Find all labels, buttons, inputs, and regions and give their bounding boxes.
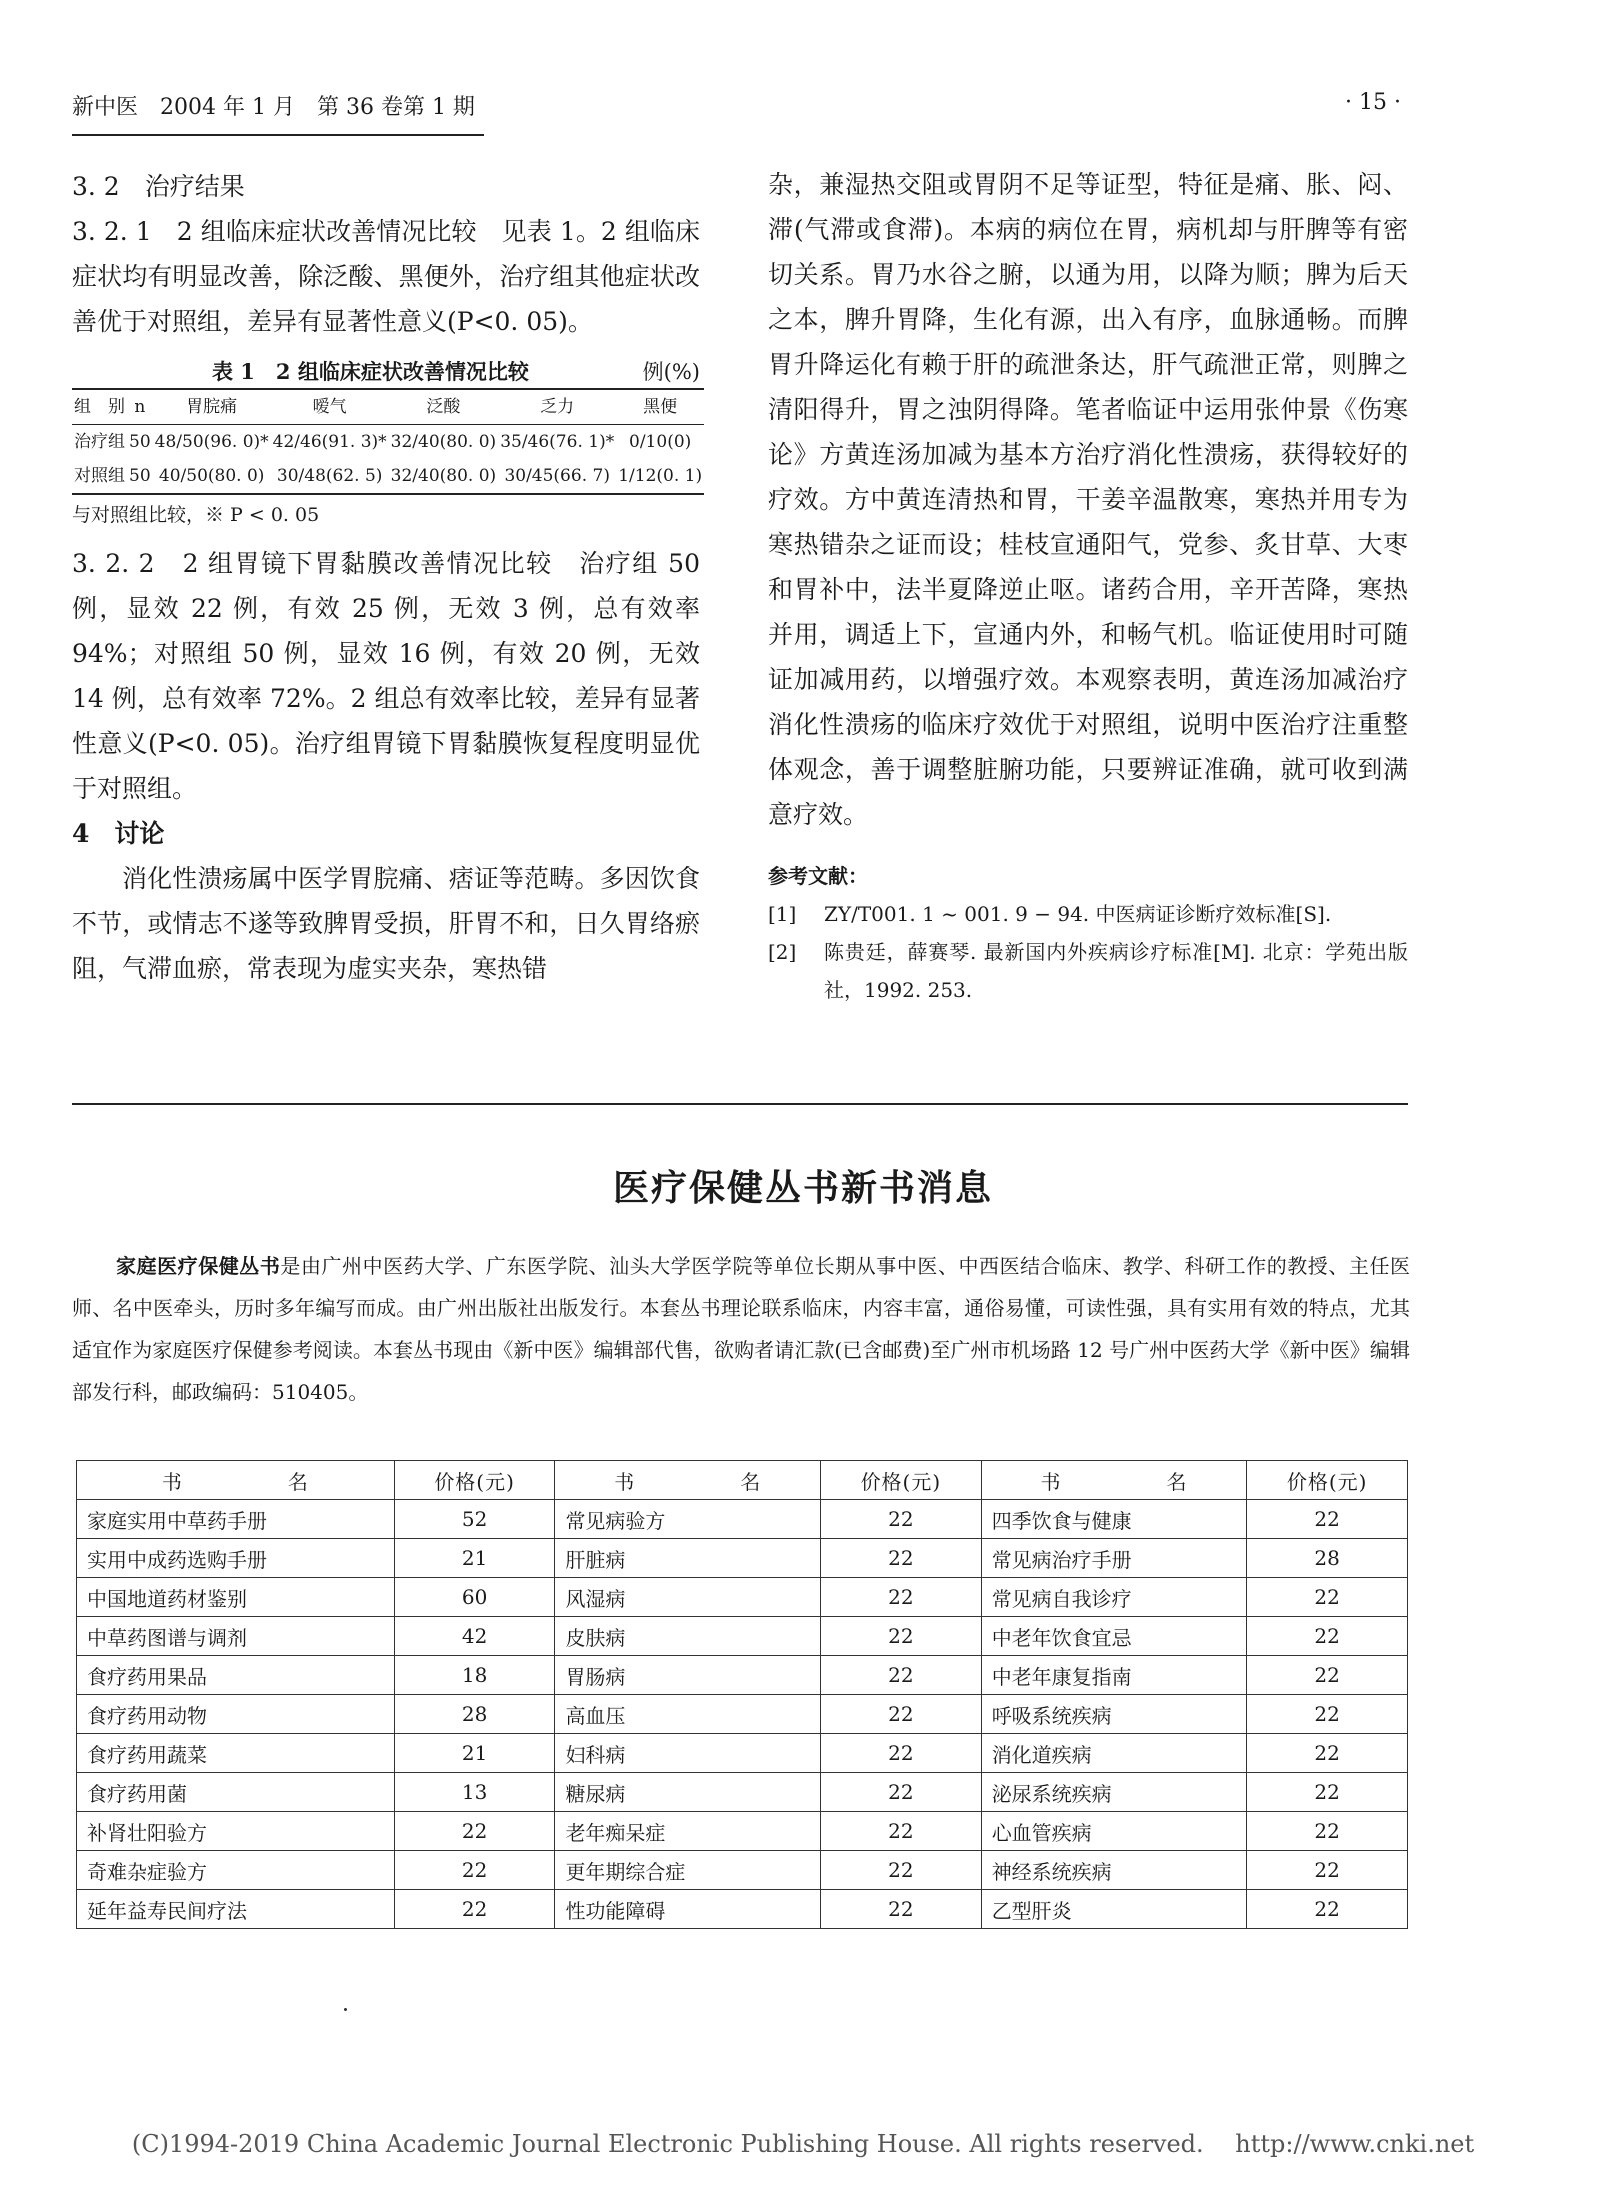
table-1-unit: 例(%)	[642, 360, 700, 384]
book-title-cell: 常见病验方	[555, 1500, 821, 1539]
book-title-header: 书 名	[981, 1461, 1247, 1500]
table-cell: 50	[129, 466, 151, 486]
book-price-cell: 21	[394, 1539, 555, 1578]
reference-number: [1]	[768, 902, 797, 926]
table-1-header-cell: 乏力	[540, 397, 575, 417]
book-title-cell: 皮肤病	[555, 1617, 821, 1656]
table-cell: 48/50(96. 0)*	[154, 432, 269, 452]
book-title-cell: 食疗药用动物	[77, 1695, 395, 1734]
book-title-cell: 食疗药用蔬菜	[77, 1734, 395, 1773]
book-price-cell: 22	[821, 1500, 982, 1539]
book-price-cell: 22	[821, 1734, 982, 1773]
book-title-cell: 中国地道药材鉴别	[77, 1578, 395, 1617]
notice-text: 是由广州中医药大学、广东医学院、汕头大学医学院等单位长期从事中医、中西医结合临床、教学、科研工作的教授、主任医师、名中医牵头，历时多年编写而成。由广州出版社出版发行。本套丛书理论联系临床，内容丰富，通俗易懂，可读性强，具有实用有效的特点，尤其适宜作为家庭医疗保健参考阅读。本套丛书现由《新中医》编辑部代售，欲购者请汇款(已含邮费)至广州市机场路 12 号广州中医药大学《新中医》编辑部发行科，邮政编码：510405。	[72, 1254, 1411, 1404]
table-1-header-cell: 黑便	[643, 397, 678, 417]
references	[768, 857, 1408, 1009]
table-cell: 42/46(91. 3)*	[272, 432, 387, 452]
table-1-header-cell: n	[134, 397, 146, 417]
book-price-cell: 60	[394, 1578, 555, 1617]
book-table-body	[77, 1500, 1408, 1929]
table-cell: 30/45(66. 7)	[504, 466, 610, 486]
book-title-cell: 老年痴呆症	[555, 1812, 821, 1851]
book-title-cell: 高血压	[555, 1695, 821, 1734]
table-cell: 30/48(62. 5)	[276, 466, 383, 486]
reference-text: 陈贵廷，薛赛琴. 最新国内外疾病诊疗标准[M]. 北京：学苑出版社，1992. 253.	[824, 940, 1408, 1002]
book-price-cell: 22	[394, 1890, 555, 1929]
book-price-cell: 22	[1247, 1695, 1408, 1734]
right-column	[768, 162, 1408, 1009]
book-price-cell: 22	[821, 1851, 982, 1890]
book-price-cell: 52	[394, 1500, 555, 1539]
table-1-title: 表 1 2 组临床症状改善情况比较	[212, 359, 529, 384]
reference-item	[768, 895, 1408, 933]
table-1-header-cell: 组 别	[74, 397, 125, 417]
book-price-cell: 22	[1247, 1890, 1408, 1929]
book-price-header: 价格(元)	[1247, 1461, 1408, 1500]
section-3-2-heading: 3. 2 治疗结果	[72, 172, 245, 201]
book-title-cell: 糖尿病	[555, 1773, 821, 1812]
book-price-cell: 22	[821, 1773, 982, 1812]
table-row	[77, 1578, 1408, 1617]
book-price-cell: 22	[821, 1695, 982, 1734]
copyright-footer: (C)1994-2019 China Academic Journal Electronic Publishing House. All rights reserved. http://www.cnki.net	[131, 2130, 1475, 2158]
book-title-header: 书 名	[555, 1461, 821, 1500]
table-1-body	[72, 425, 704, 495]
book-title-cell: 中草药图谱与调剂	[77, 1617, 395, 1656]
table-1-caption	[72, 356, 700, 388]
book-title-header: 书 名	[77, 1461, 395, 1500]
section-3-2-1-paragraph: 3. 2. 1 2 组临床症状改善情况比较 见表 1。2 组临床症状均有明显改善，除泛酸、黑便外，治疗组其他症状改善优于对照组，差异有显著性意义(P<0. 05)。	[72, 217, 700, 336]
table-row	[72, 425, 704, 460]
reference-number: [2]	[768, 940, 797, 964]
book-price-cell: 22	[1247, 1578, 1408, 1617]
table-1-header-cell: 泛酸	[426, 397, 461, 417]
book-price-cell: 22	[1247, 1734, 1408, 1773]
discussion-continued: 杂，兼湿热交阻或胃阴不足等证型，特征是痛、胀、闷、滞(气滞或食滞)。本病的病位在胃，病机却与肝脾等有密切关系。胃乃水谷之腑，以通为用，以降为顺；脾为后天之本，脾升胃降，生化有源，出入有序，血脉通畅。而脾胃升降运化有赖于肝的疏泄条达，肝气疏泄正常，则脾之清阳得升，胃之浊阴得降。笔者临证中运用张仲景《伤寒论》方黄连汤加减为基本方治疗消化性溃疡，获得较好的疗效。方中黄连清热和胃，干姜辛温散寒，寒热并用专为寒热错杂之证而设；桂枝宣通阳气，党参、炙甘草、大枣和胃补中，法半夏降逆止呕。诸药合用，辛开苦降，寒热并用，调适上下，宣通内外，和畅气机。临证使用时可随证加减用药，以增强疗效。本观察表明，黄连汤加减治疗消化性溃疡的临床疗效优于对照组，说明中医治疗注重整体观念，善于调整脏腑功能，只要辨证准确，就可收到满意疗效。	[768, 170, 1408, 829]
notice-lead: 家庭医疗保健丛书	[116, 1254, 281, 1278]
book-price-cell: 42	[394, 1617, 555, 1656]
table-1	[72, 356, 703, 535]
book-title-cell: 性功能障碍	[555, 1890, 821, 1929]
book-title-cell: 乙型肝炎	[981, 1890, 1247, 1929]
table-row	[77, 1812, 1408, 1851]
book-price-cell: 22	[394, 1851, 555, 1890]
book-title-cell: 奇难杂症验方	[77, 1851, 395, 1890]
table-row	[77, 1851, 1408, 1890]
book-title-cell: 食疗药用果品	[77, 1656, 395, 1695]
book-title-cell: 消化道疾病	[981, 1734, 1247, 1773]
table-row	[77, 1617, 1408, 1656]
table-row	[72, 459, 704, 494]
table-1-note: 与对照组比较，※ P < 0. 05	[72, 504, 320, 526]
table-1-grid	[72, 388, 704, 495]
references-title: 参考文献：	[768, 864, 868, 888]
book-title-cell: 泌尿系统疾病	[981, 1773, 1247, 1812]
table-cell: 35/46(76. 1)*	[500, 432, 615, 452]
book-title-cell: 胃肠病	[555, 1656, 821, 1695]
book-price-header: 价格(元)	[821, 1461, 982, 1500]
book-price-cell: 22	[821, 1578, 982, 1617]
book-price-cell: 18	[394, 1656, 555, 1695]
table-row	[77, 1500, 1408, 1539]
book-title-cell: 实用中成药选购手册	[77, 1539, 395, 1578]
book-title-cell: 中老年饮食宜忌	[981, 1617, 1247, 1656]
book-price-cell: 22	[1247, 1773, 1408, 1812]
book-price-cell: 22	[394, 1812, 555, 1851]
book-price-cell: 21	[394, 1734, 555, 1773]
table-1-header-row	[72, 389, 704, 425]
book-price-cell: 22	[821, 1617, 982, 1656]
book-price-cell: 22	[1247, 1500, 1408, 1539]
section-4-heading: 4 讨论	[72, 819, 165, 848]
table-1-header-cell: 嗳气	[312, 397, 347, 417]
book-table-header-row	[77, 1461, 1408, 1500]
section-divider	[72, 1103, 1408, 1105]
book-price-cell: 22	[821, 1656, 982, 1695]
book-price-cell: 22	[1247, 1812, 1408, 1851]
book-title-cell: 四季饮食与健康	[981, 1500, 1247, 1539]
left-column	[72, 164, 703, 991]
book-price-cell: 22	[1247, 1851, 1408, 1890]
book-price-cell: 13	[394, 1773, 555, 1812]
journal-header: 新中医 2004 年 1 月 第 36 卷第 1 期	[72, 95, 475, 120]
book-title-cell: 心血管疾病	[981, 1812, 1247, 1851]
book-title-cell: 中老年康复指南	[981, 1656, 1247, 1695]
book-title-cell: 风湿病	[555, 1578, 821, 1617]
stray-dot	[344, 2008, 347, 2011]
book-title-cell: 呼吸系统疾病	[981, 1695, 1247, 1734]
table-row	[77, 1539, 1408, 1578]
table-row	[77, 1734, 1408, 1773]
discussion-paragraph: 消化性溃疡属中医学胃脘痛、痞证等范畴。多因饮食不节，或情志不遂等致脾胃受损，肝胃不和，日久胃络瘀阻，气滞血瘀，常表现为虚实夹杂，寒热错	[72, 864, 700, 983]
table-cell: 40/50(80. 0)	[158, 466, 265, 486]
book-price-table	[76, 1460, 1408, 1929]
book-price-cell: 22	[821, 1890, 982, 1929]
table-cell: 32/40(80. 0)	[390, 466, 497, 486]
header-rule	[72, 134, 484, 136]
table-1-header-cell: 胃脘痛	[186, 397, 238, 417]
book-title-cell: 肝脏病	[555, 1539, 821, 1578]
table-row	[77, 1773, 1408, 1812]
book-title-cell: 妇科病	[555, 1734, 821, 1773]
book-title-cell: 更年期综合症	[555, 1851, 821, 1890]
book-title-cell: 常见病治疗手册	[981, 1539, 1247, 1578]
table-row	[77, 1695, 1408, 1734]
table-cell: 1/12(0. 1)	[618, 466, 703, 486]
table-cell: 50	[129, 432, 151, 452]
notice-title: 医疗保健丛书新书消息	[612, 1167, 993, 1209]
table-row	[77, 1656, 1408, 1695]
notice-body	[72, 1245, 1410, 1413]
book-price-cell: 28	[394, 1695, 555, 1734]
table-cell: 32/40(80. 0)	[390, 432, 497, 452]
section-3-2-2-paragraph: 3. 2. 2 2 组胃镜下胃黏膜改善情况比较 治疗组 50 例，显效 22 例，有效 25 例，无效 3 例，总有效率 94%；对照组 50 例，显效 16 例，有效 20 例，无效 14 例，总有效率 72%。2 组总有效率比较，差异有显著性意义(P<0. 05)。治疗组胃镜下胃黏膜恢复程度明显优于对照组。	[72, 549, 700, 803]
book-price-cell: 22	[1247, 1656, 1408, 1695]
table-row	[77, 1890, 1408, 1929]
book-price-cell: 22	[1247, 1617, 1408, 1656]
reference-item	[768, 933, 1408, 1009]
book-price-cell: 22	[821, 1812, 982, 1851]
book-price-header: 价格(元)	[394, 1461, 555, 1500]
page-number: · 15 ·	[1345, 90, 1401, 115]
book-title-cell: 神经系统疾病	[981, 1851, 1247, 1890]
book-title-cell: 食疗药用菌	[77, 1773, 395, 1812]
book-title-cell: 补肾壮阳验方	[77, 1812, 395, 1851]
book-price-cell: 28	[1247, 1539, 1408, 1578]
reference-text: ZY/T001. 1 ~ 001. 9 − 94. 中医病证诊断疗效标准[S].	[824, 902, 1332, 926]
book-price-cell: 22	[821, 1539, 982, 1578]
table-cell: 对照组	[74, 466, 125, 486]
book-title-cell: 常见病自我诊疗	[981, 1578, 1247, 1617]
book-title-cell: 延年益寿民间疗法	[77, 1890, 395, 1929]
table-cell: 治疗组	[74, 432, 125, 452]
book-title-cell: 家庭实用中草药手册	[77, 1500, 395, 1539]
table-cell: 0/10(0)	[629, 432, 692, 452]
